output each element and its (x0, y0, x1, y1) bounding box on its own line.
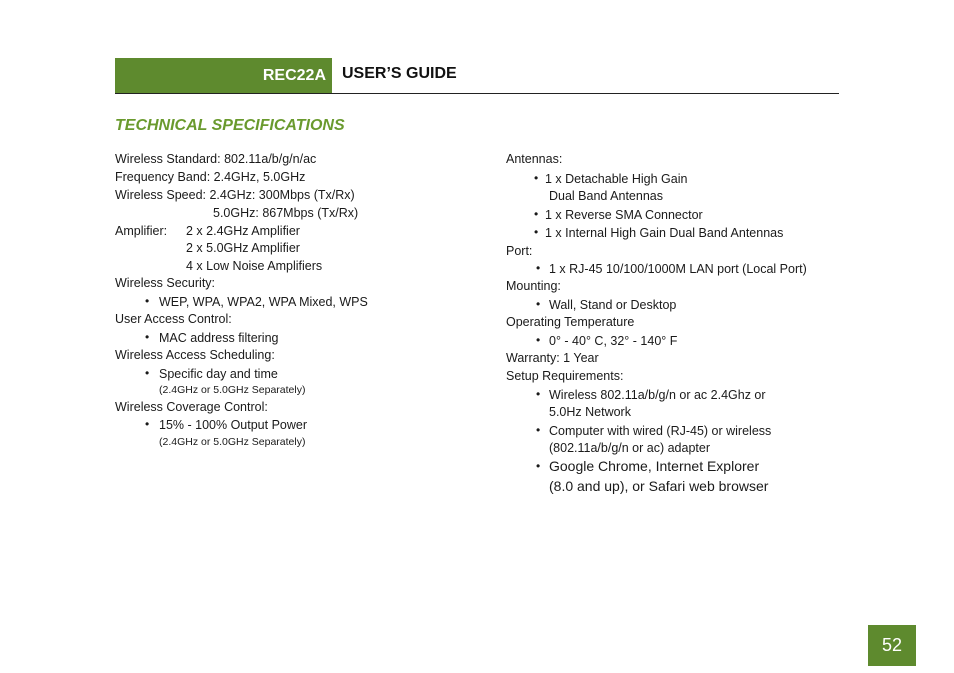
page-number-badge (868, 625, 916, 666)
bullet-icon: • (145, 330, 150, 344)
scheduling-note: (2.4GHz or 5.0GHz Separately) (159, 384, 306, 396)
antenna-item: 1 x Detachable High Gain (545, 172, 688, 186)
security-item: WEP, WPA, WPA2, WPA Mixed, WPS (159, 295, 368, 309)
antenna-item-cont: Dual Band Antennas (549, 189, 663, 203)
coverage-item: 15% - 100% Output Power (159, 418, 307, 432)
warranty: Warranty: 1 Year (506, 351, 599, 365)
setup-label: Setup Requirements: (506, 369, 624, 383)
coverage-note: (2.4GHz or 5.0GHz Separately) (159, 436, 306, 448)
setup-item: Google Chrome, Internet Explorer (549, 458, 760, 474)
mounting-label: Mounting: (506, 279, 561, 293)
bullet-icon: • (536, 261, 541, 275)
setup-item-cont: (802.11a/b/g/n or ac) adapter (549, 441, 710, 455)
bullet-icon: • (145, 294, 150, 308)
setup-item-cont: 5.0Hz Network (549, 405, 631, 419)
bullet-icon: • (536, 333, 541, 347)
antenna-item: 1 x Internal High Gain Dual Band Antennas (545, 226, 784, 240)
temperature-item: 0° - 40° C, 32° - 140° F (549, 334, 678, 348)
amplifier-item: 4 x Low Noise Amplifiers (186, 259, 323, 273)
bullet-icon: • (536, 459, 541, 473)
model-badge (115, 58, 332, 94)
header-divider (115, 93, 839, 94)
antenna-item: 1 x Reverse SMA Connector (545, 208, 703, 222)
wireless-speed-24: Wireless Speed: 2.4GHz: 300Mbps (Tx/Rx) (115, 188, 355, 202)
setup-item: Wireless 802.11a/b/g/n or ac 2.4Ghz or (549, 388, 766, 402)
wireless-speed-50: 5.0GHz: 867Mbps (Tx/Rx) (213, 206, 359, 220)
port-item: 1 x RJ-45 10/100/1000M LAN port (Local Port) (549, 262, 807, 276)
scheduling-item: Specific day and time (159, 367, 278, 381)
antennas-label: Antennas: (506, 152, 563, 166)
temperature-label: Operating Temperature (506, 315, 635, 329)
bullet-icon: • (534, 171, 539, 185)
port-label: Port: (506, 244, 533, 258)
bullet-icon: • (536, 423, 541, 437)
amplifier-label: Amplifier: (115, 224, 168, 238)
wireless-standard: Wireless Standard: 802.11a/b/g/n/ac (115, 152, 317, 166)
setup-item: Computer with wired (RJ-45) or wireless (549, 424, 772, 438)
bullet-icon: • (145, 417, 150, 431)
access-control-label: User Access Control: (115, 312, 232, 326)
bullet-icon: • (145, 366, 150, 380)
mounting-item: Wall, Stand or Desktop (549, 298, 677, 312)
bullet-icon: • (536, 297, 541, 311)
bullet-icon: • (536, 387, 541, 401)
access-control-item: MAC address filtering (159, 331, 279, 345)
bullet-icon: • (534, 225, 539, 239)
coverage-label: Wireless Coverage Control: (115, 400, 268, 414)
setup-item-cont: (8.0 and up), or Safari web browser (549, 478, 769, 494)
security-label: Wireless Security: (115, 276, 216, 290)
section-title: TECHNICAL SPECIFICATIONS (115, 117, 345, 134)
frequency-band: Frequency Band: 2.4GHz, 5.0GHz (115, 170, 306, 184)
page-number: 52 (881, 635, 903, 655)
amplifier-item: 2 x 5.0GHz Amplifier (186, 241, 300, 255)
guide-title: USER’S GUIDE (342, 65, 457, 82)
model-label: REC22A (262, 67, 326, 84)
scheduling-label: Wireless Access Scheduling: (115, 348, 275, 362)
amplifier-item: 2 x 2.4GHz Amplifier (186, 224, 300, 238)
bullet-icon: • (534, 207, 539, 221)
